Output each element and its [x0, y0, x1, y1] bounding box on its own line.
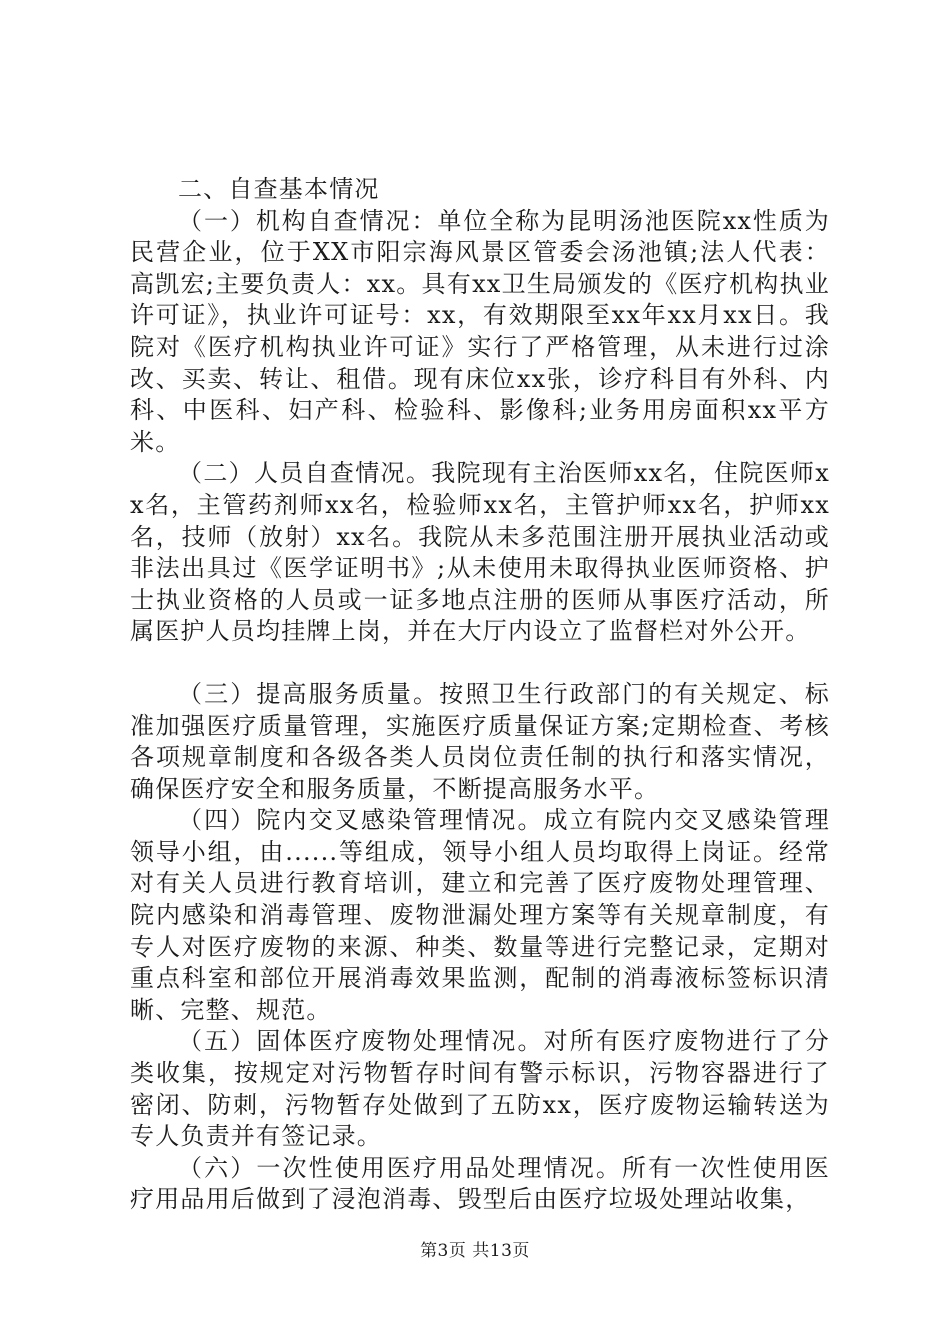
paragraph-spacer	[130, 648, 830, 679]
paragraph-service-quality: （三）提高服务质量。按照卫生行政部门的有关规定、标准加强医疗质量管理，实施医疗质量保证方案;定期检查、考核各项规章制度和各级各类人员岗位责任制的执行和落实情况，确保医疗安全和服务质量，不断提高服务水平。	[130, 679, 830, 803]
page-number-footer: 第3页 共13页	[420, 1241, 530, 1261]
paragraph-institution-check: （一）机构自查情况：单位全称为昆明汤池医院xx性质为民营企业，位于XX市阳宗海风景区管委会汤池镇;法人代表：高凯宏;主要负责人：xx。具有xx卫生局颁发的《医疗机构执业许可证》，执业许可证号：xx，有效期限至xx年xx月xx日。我院对《医疗机构执业许可证》实行了严格管理，从未进行过涂改、买卖、转让、租借。现有床位xx张，诊疗科目有外科、内科、中医科、妇产科、检验科、影像科;业务用房面积xx平方米。	[130, 206, 830, 456]
paragraph-disposable-supplies: （六）一次性使用医疗用品处理情况。所有一次性使用医疗用品用后做到了浸泡消毒、毁型后由医疗垃圾处理站收集，	[130, 1153, 830, 1214]
paragraph-medical-waste: （五）固体医疗废物处理情况。对所有医疗废物进行了分类收集，按规定对污物暂存时间有警示标识，污物容器进行了密闭、防刺，污物暂存处做到了五防xx，医疗废物运输转送为专人负责并有签记录。	[130, 1027, 830, 1151]
paragraph-infection-control: （四）院内交叉感染管理情况。成立有院内交叉感染管理领导小组，由......等组成，领导小组人员均取得上岗证。经常对有关人员进行教育培训，建立和完善了医疗废物处理管理、院内感染和消毒管理、废物泄漏处理方案等有关规章制度，有专人对医疗废物的来源、种类、数量等进行完整记录，定期对重点科室和部位开展消毒效果监测，配制的消毒液标签标识清晰、完整、规范。	[130, 806, 830, 1024]
document-body	[130, 174, 830, 1216]
section-heading: 二、自查基本情况	[178, 175, 380, 203]
paragraph-personnel-check: （二）人员自查情况。我院现有主治医师xx名，住院医师xx名，主管药剂师xx名，检验师xx名，主管护师xx名，护师xx名，技师（放射）xx名。我院从未多范围注册开展执业活动或非法出具过《医学证明书》;从未使用未取得执业医师资格、护士执业资格的人员或一证多地点注册的医师从事医疗活动，所属医护人员均挂牌上岗，并在大厅内设立了监督栏对外公开。	[130, 459, 830, 646]
